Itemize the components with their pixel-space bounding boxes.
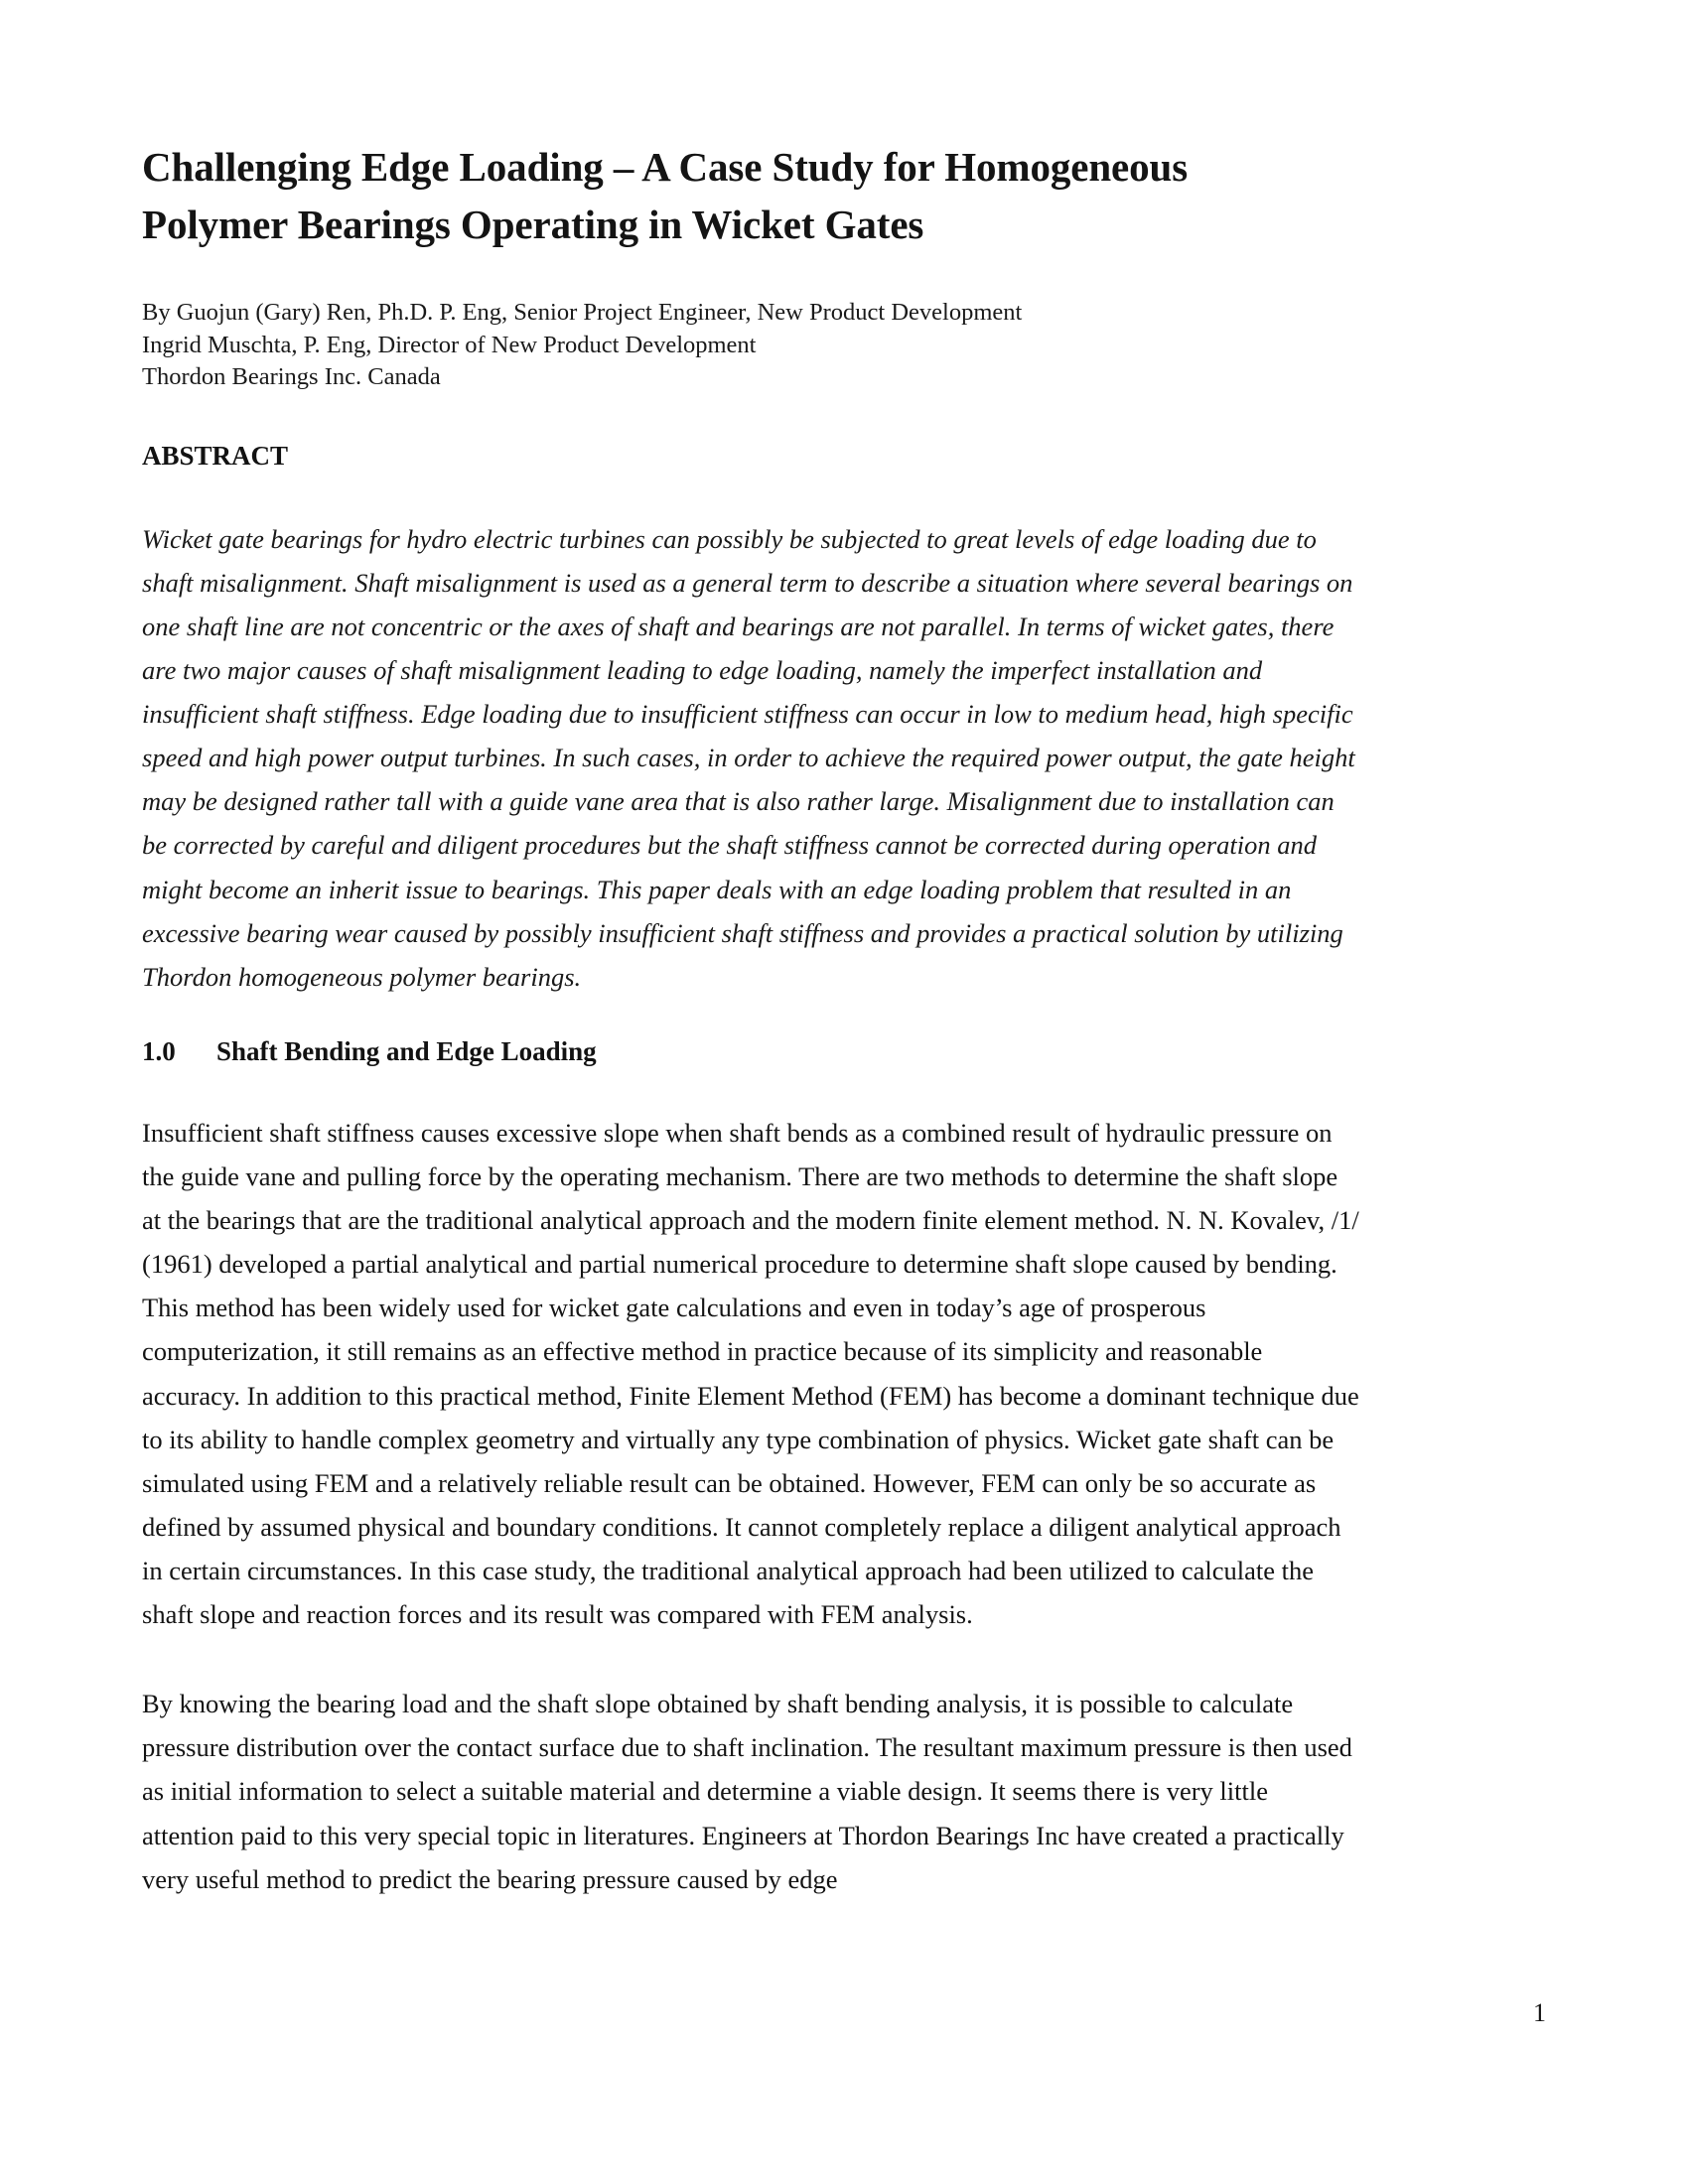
section-1-number: 1.0 <box>142 1035 176 1066</box>
abstract-heading: ABSTRACT <box>142 440 289 471</box>
page-title <box>142 0 1361 253</box>
page-content <box>142 0 1361 1927</box>
author-block <box>142 297 1361 392</box>
section-1-paragraph-1: Insufficient shaft stiffness causes excessive slope when shaft bends as a combined result of hydraulic pressure on the guide vane and pulling force by the operating mechanism. There are two methods to determine the shaft slope at the bearings that are the traditional analytical approach and the modern finite element method. N. N. Kovalev, /1/ (1961) developed a partial analytical and partial numerical procedure to determine shaft slope caused by bending. This method has been widely used for wicket gate calculations and even in today’s age of prosperous computerization, it still remains as an effective method in practice because of its simplicity and reasonable accuracy. In addition to this practical method, Finite Element Method (FEM) has become a dominant technique due to its ability to handle complex geometry and virtually any type combination of physics. Wicket gate shaft can be simulated using FEM and a relatively reliable result can be obtained. However, FEM can only be so accurate as defined by assumed physical and boundary conditions. It cannot completely replace a diligent analytical approach in certain circumstances. In this case study, the traditional analytical approach had been utilized to calculate the shaft slope and reaction forces and its result was compared with FEM analysis. <box>142 1117 1359 1630</box>
section-1-heading <box>142 1036 1361 1067</box>
abstract-text: Wicket gate bearings for hydro electric turbines can possibly be subjected to great levels of edge loading due to shaft misalignment. Shaft misalignment is used as a general term to describe a situation where several bearings on one shaft line are not concentric or the axes of shaft and bearings are not parallel. In terms of wicket gates, there are two major causes of shaft misalignment leading to edge loading, namely the imperfect installation and insufficient shaft stiffness. Edge loading due to insufficient stiffness can occur in low to medium head, high specific speed and high power output turbines. In such cases, in order to achieve the required power output, the gate height may be designed rather tall with a guide vane area that is also rather large. Misalignment due to installation can be corrected by careful and diligent procedures but the shaft stiffness cannot be corrected during operation and might become an inherit issue to bearings. This paper deals with an edge loading problem that resulted in an excessive bearing wear caused by possibly insufficient shaft stiffness and provides a practical solution by utilizing Thordon homogeneous polymer bearings. <box>142 523 1355 992</box>
section-1-paragraph-2: By knowing the bearing load and the shaft slope obtained by shaft bending analysis, it is possible to calculate pressure distribution over the contact surface due to shaft inclination. The resultant maximum pressure is then used as initial information to select a suitable material and determine a viable design. It seems there is very little attention paid to this very special topic in literatures. Engineers at Thordon Bearings Inc have created a practically very useful method to predict the bearing pressure caused by edge <box>142 1689 1352 1894</box>
section-1-title: Shaft Bending and Edge Loading <box>216 1035 597 1066</box>
title-line-2: Polymer Bearings Operating in Wicket Gates <box>142 202 924 248</box>
author-affiliation: Thordon Bearings Inc. Canada <box>142 362 441 390</box>
title-line-1: Challenging Edge Loading – A Case Study for Homogeneous <box>142 144 1189 190</box>
author-line-1: By Guojun (Gary) Ren, Ph.D. P. Eng, Senior Project Engineer, New Product Development <box>142 299 1023 327</box>
author-line-2: Ingrid Muschta, P. Eng, Director of New Product Development <box>142 331 757 358</box>
page-number: 1 <box>1533 1998 1546 2027</box>
